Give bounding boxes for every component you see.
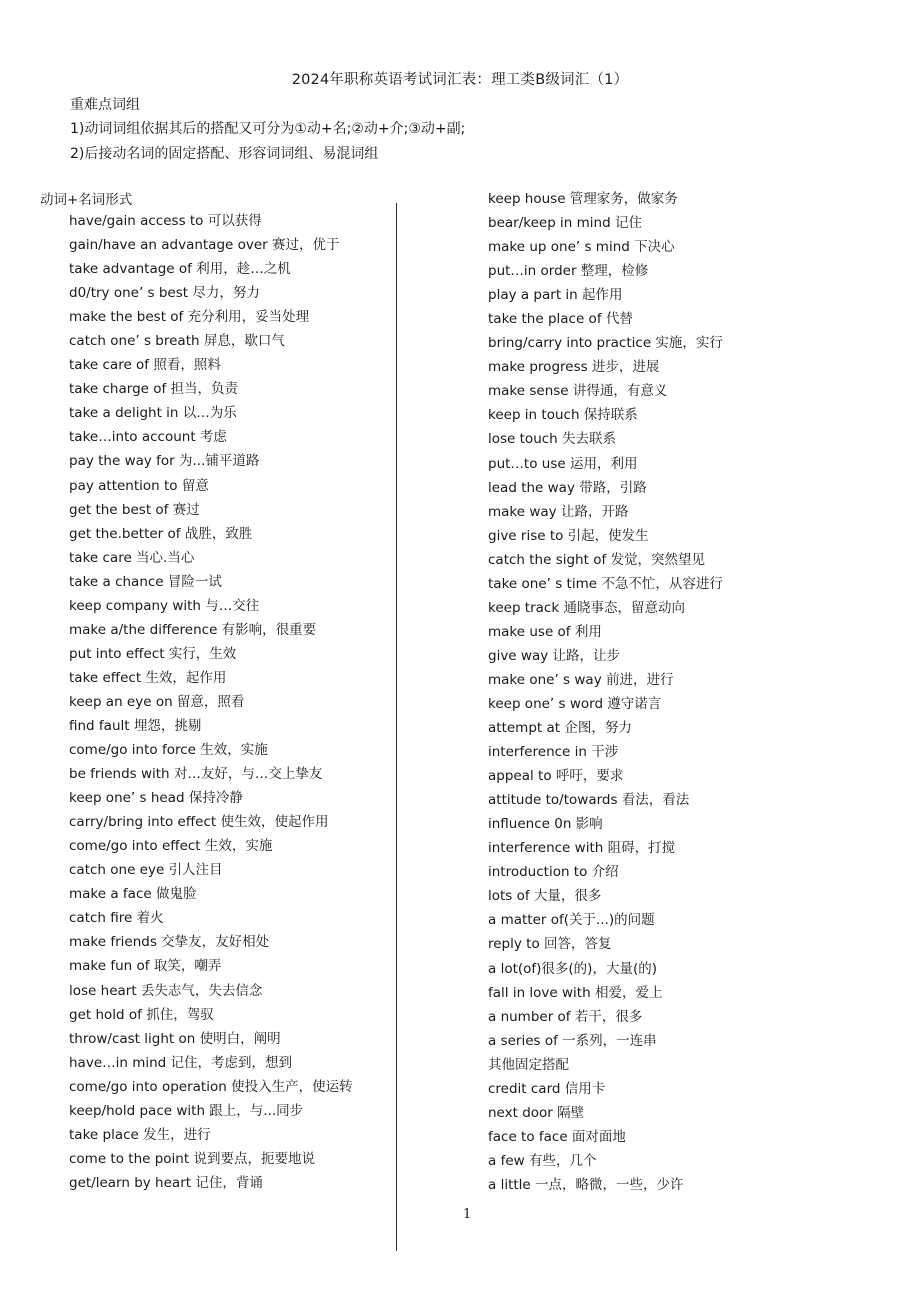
vocab-entry: be friends with 对…友好，与…交上挚友 bbox=[69, 766, 323, 783]
vocab-entry: gain/have an advantage over 赛过，优于 bbox=[69, 237, 340, 254]
vocab-entry: a matter of(关于...)的问题 bbox=[488, 912, 655, 929]
vocab-entry: make use of 利用 bbox=[488, 623, 602, 640]
vocab-entry: fall in love with 相爱，爱上 bbox=[488, 984, 663, 1001]
vocab-entry: appeal to 呼吁，要求 bbox=[488, 768, 624, 785]
vocab-entry: take a delight in 以…为乐 bbox=[69, 405, 237, 422]
vocab-entry: bring/carry into practice 实施，实行 bbox=[488, 335, 723, 352]
vocab-entry: keep one’ s head 保持冷静 bbox=[69, 790, 243, 807]
vocab-entry: take place 发生，进行 bbox=[69, 1126, 211, 1143]
vocab-entry: a series of 一系列，一连串 bbox=[488, 1032, 657, 1049]
vocab-entry: play a part in 起作用 bbox=[488, 287, 623, 304]
vocab-entry: lead the way 带路，引路 bbox=[488, 479, 647, 496]
vocab-entry: keep/hold pace with 跟上，与...同步 bbox=[69, 1102, 304, 1119]
right-vocab-list bbox=[488, 187, 723, 1197]
column-divider bbox=[396, 203, 397, 1251]
vocab-entry: find fault 埋怨，挑剔 bbox=[69, 717, 202, 734]
vocab-entry: take a chance 冒险一试 bbox=[69, 573, 222, 590]
vocab-entry: take one’ s time 不急不忙，从容进行 bbox=[488, 575, 723, 592]
vocab-entry: come/go into operation 使投入生产，使运转 bbox=[69, 1078, 353, 1095]
vocab-entry: take effect 生效，起作用 bbox=[69, 669, 227, 686]
vocab-entry: keep an eye on 留意，照看 bbox=[69, 693, 245, 710]
vocab-entry: make friends 交挚友，友好相处 bbox=[69, 934, 270, 951]
vocab-entry: make one’ s way 前进，进行 bbox=[488, 671, 674, 688]
vocab-entry: give way 让路，让步 bbox=[488, 647, 621, 664]
vocab-entry: put…to use 运用，利用 bbox=[488, 455, 638, 472]
vocab-entry: take charge of 担当，负责 bbox=[69, 381, 239, 398]
left-column-heading: 动词+名词形式 bbox=[40, 192, 133, 208]
vocab-entry: pay the way for 为...铺平道路 bbox=[69, 453, 260, 470]
vocab-entry: lose heart 丢失志气，失去信念 bbox=[69, 982, 263, 999]
vocab-entry: make sense 讲得通，有意义 bbox=[488, 383, 668, 400]
vocab-entry: d0/try one’ s best 尽力，努力 bbox=[69, 285, 260, 302]
vocab-entry: put…in order 整理，检修 bbox=[488, 263, 649, 280]
vocab-entry: make up one’ s mind 下决心 bbox=[488, 239, 675, 256]
vocab-entry: keep one’ s word 遵守诺言 bbox=[488, 695, 662, 712]
vocab-entry: keep company with 与…交往 bbox=[69, 597, 260, 614]
vocab-entry: have…in mind 记住，考虑到，想到 bbox=[69, 1054, 293, 1071]
vocab-entry: take the place of 代替 bbox=[488, 311, 633, 328]
vocab-entry: introduction to 介绍 bbox=[488, 864, 619, 881]
vocab-entry: catch the sight of 发觉，突然望见 bbox=[488, 551, 706, 568]
vocab-entry: get the best of 赛过 bbox=[69, 501, 200, 518]
vocab-entry: credit card 信用卡 bbox=[488, 1080, 606, 1097]
vocab-entry: put into effect 实行，生效 bbox=[69, 645, 237, 662]
vocab-entry: attitude to/towards 看法，看法 bbox=[488, 792, 690, 809]
vocab-entry: lots of 大量，很多 bbox=[488, 888, 602, 905]
vocab-entry: give rise to 引起，使发生 bbox=[488, 527, 649, 544]
intro-line-1: 1)动词词组依据其后的搭配又可分为①动+名;②动+介;③动+副; bbox=[70, 121, 466, 137]
vocab-entry: a lot(of)很多(的)，大量(的) bbox=[488, 960, 657, 977]
left-vocab-list bbox=[69, 209, 353, 1195]
vocab-entry: 其他固定搭配 bbox=[488, 1056, 569, 1073]
vocab-entry: take advantage of 利用，趁…之机 bbox=[69, 261, 291, 278]
vocab-entry: get hold of 抓住，驾驭 bbox=[69, 1006, 214, 1023]
vocab-entry: come/go into effect 生效，实施 bbox=[69, 838, 273, 855]
vocab-entry: catch fire 着火 bbox=[69, 910, 164, 927]
vocab-entry: keep in touch 保持联系 bbox=[488, 407, 638, 424]
vocab-entry: make way 让路，开路 bbox=[488, 503, 629, 520]
vocab-entry: lose touch 失去联系 bbox=[488, 431, 617, 448]
vocab-entry: make progress 进步，进展 bbox=[488, 359, 660, 376]
vocab-entry: keep track 通晓事态，留意动向 bbox=[488, 599, 685, 616]
vocab-entry: reply to 回答，答复 bbox=[488, 936, 612, 953]
vocab-entry: catch one’ s breath 屏息，歇口气 bbox=[69, 333, 285, 350]
vocab-entry: a little 一点，略微，一些，少许 bbox=[488, 1176, 684, 1193]
page-title: 2024年职称英语考试词汇表：理工类B级词汇（1） bbox=[291, 72, 629, 88]
vocab-entry: next door 隔壁 bbox=[488, 1104, 585, 1121]
vocab-entry: take care 当心.当心 bbox=[69, 549, 195, 566]
page-number: 1 bbox=[463, 1207, 472, 1222]
vocab-entry: face to face 面对面地 bbox=[488, 1128, 626, 1145]
intro-line-2: 2)后接动名词的固定搭配、形容词词组、易混词组 bbox=[70, 146, 379, 162]
vocab-entry: carry/bring into effect 使生效，使起作用 bbox=[69, 814, 329, 831]
vocab-entry: take…into account 考虑 bbox=[69, 429, 227, 446]
vocab-entry: come/go into force 生效，实施 bbox=[69, 742, 268, 759]
vocab-entry: make a face 做鬼脸 bbox=[69, 886, 197, 903]
vocab-entry: take care of 照看，照料 bbox=[69, 357, 221, 374]
vocab-entry: bear/keep in mind 记住 bbox=[488, 215, 642, 232]
vocab-entry: catch one eye 引人注目 bbox=[69, 862, 223, 879]
vocab-entry: a few 有些，几个 bbox=[488, 1152, 597, 1169]
vocab-entry: attempt at 企图，努力 bbox=[488, 720, 632, 737]
vocab-entry: have/gain access to 可以获得 bbox=[69, 213, 262, 229]
vocab-entry: influence 0n 影响 bbox=[488, 816, 603, 833]
vocab-entry: make fun of 取笑，嘲弄 bbox=[69, 958, 222, 975]
vocab-entry: interference in 干涉 bbox=[488, 744, 619, 761]
vocab-entry: make the best of 充分利用，妥当处理 bbox=[69, 309, 310, 326]
vocab-entry: interference with 阻碍，打搅 bbox=[488, 840, 676, 857]
vocab-entry: a number of 若干，很多 bbox=[488, 1008, 643, 1025]
vocab-entry: come to the point 说到要点，扼要地说 bbox=[69, 1150, 315, 1167]
vocab-entry: keep house 管理家务，做家务 bbox=[488, 191, 678, 207]
vocab-entry: get/learn by heart 记住，背诵 bbox=[69, 1174, 263, 1191]
vocab-entry: get the.better of 战胜，致胜 bbox=[69, 525, 253, 542]
vocab-entry: pay attention to 留意 bbox=[69, 477, 209, 494]
intro-heading: 重难点词组 bbox=[70, 97, 140, 113]
vocab-entry: throw/cast light on 使明白，阐明 bbox=[69, 1030, 281, 1047]
vocab-entry: make a/the difference 有影响，很重要 bbox=[69, 621, 317, 638]
